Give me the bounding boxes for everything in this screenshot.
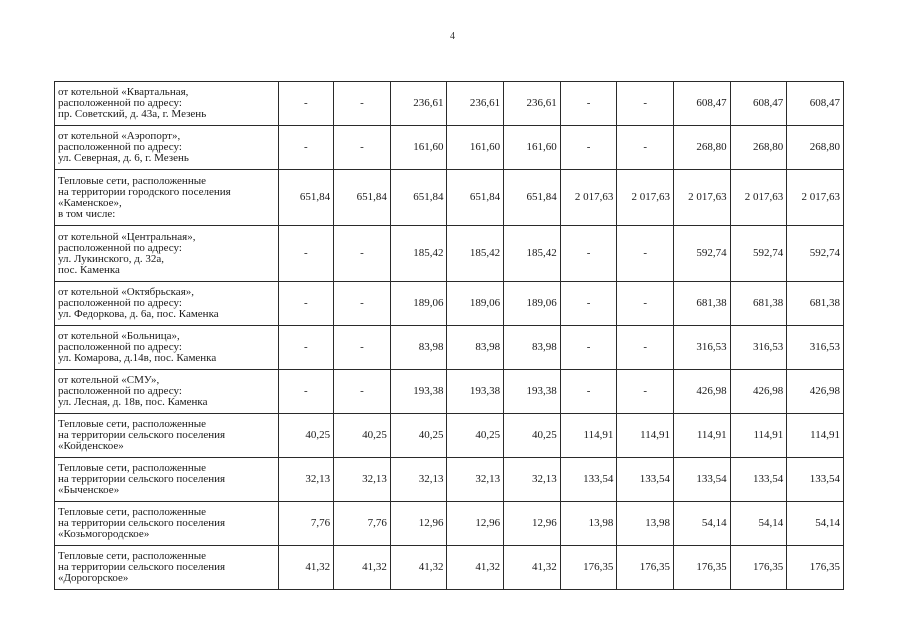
row-label: Тепловые сети, расположенные на территории городского поселения «Каменское», в том числе: [55, 170, 279, 226]
table-cell: 426,98 [674, 370, 731, 414]
table-cell: 32,13 [278, 458, 334, 502]
table-cell: 32,13 [504, 458, 561, 502]
table-cell: - [278, 326, 334, 370]
table-cell: 189,06 [390, 282, 447, 326]
table-cell: - [278, 282, 334, 326]
row-label: Тепловые сети, расположенные на территории сельского поселения «Дорогорское» [55, 546, 279, 590]
table-cell: 41,32 [447, 546, 504, 590]
table-cell: 651,84 [390, 170, 447, 226]
table-cell: 176,35 [674, 546, 731, 590]
table-cell: - [278, 126, 334, 170]
row-label: Тепловые сети, расположенные на территории сельского поселения «Койденское» [55, 414, 279, 458]
table-cell: 2 017,63 [617, 170, 674, 226]
table-row [55, 82, 844, 126]
table-cell: 592,74 [730, 226, 787, 282]
table-cell: 161,60 [390, 126, 447, 170]
table-cell: 176,35 [787, 546, 844, 590]
table-cell: 32,13 [390, 458, 447, 502]
table-row [55, 502, 844, 546]
table-cell: 268,80 [674, 126, 731, 170]
table-row [55, 170, 844, 226]
table-cell: 189,06 [447, 282, 504, 326]
table-cell: 114,91 [787, 414, 844, 458]
table-cell: 185,42 [447, 226, 504, 282]
table-cell: 185,42 [390, 226, 447, 282]
table-cell: - [617, 282, 674, 326]
table-cell: 681,38 [787, 282, 844, 326]
table-cell: 185,42 [504, 226, 561, 282]
table-cell: 2 017,63 [787, 170, 844, 226]
table-row [55, 370, 844, 414]
table-cell: - [617, 126, 674, 170]
table-cell: - [617, 226, 674, 282]
table-cell: 13,98 [617, 502, 674, 546]
table-cell: - [334, 282, 391, 326]
tariff-table [54, 81, 844, 590]
table-cell: 83,98 [504, 326, 561, 370]
table-cell: 13,98 [560, 502, 617, 546]
table-cell: 316,53 [674, 326, 731, 370]
table-cell: - [560, 126, 617, 170]
table-cell: 236,61 [447, 82, 504, 126]
table-cell: 176,35 [617, 546, 674, 590]
table-cell: 592,74 [674, 226, 731, 282]
row-label: от котельной «СМУ», расположенной по адресу: ул. Лесная, д. 18в, пос. Каменка [55, 370, 279, 414]
table-cell: 268,80 [730, 126, 787, 170]
table-cell: 40,25 [447, 414, 504, 458]
table-cell: 40,25 [278, 414, 334, 458]
table-cell: - [278, 82, 334, 126]
table-cell: 316,53 [787, 326, 844, 370]
table-cell: 193,38 [390, 370, 447, 414]
table-cell: 592,74 [787, 226, 844, 282]
table-cell: 681,38 [730, 282, 787, 326]
table-cell: 41,32 [334, 546, 391, 590]
table-cell: 2 017,63 [730, 170, 787, 226]
table-cell: 608,47 [674, 82, 731, 126]
table-row [55, 546, 844, 590]
table-cell: 161,60 [504, 126, 561, 170]
row-label: от котельной «Аэропорт», расположенной по адресу: ул. Северная, д. 6, г. Мезень [55, 126, 279, 170]
table-cell: 426,98 [730, 370, 787, 414]
table-cell: 2 017,63 [560, 170, 617, 226]
table-cell: 40,25 [390, 414, 447, 458]
table-row [55, 282, 844, 326]
table-cell: 32,13 [334, 458, 391, 502]
table-cell: 608,47 [730, 82, 787, 126]
table-cell: - [617, 326, 674, 370]
table-cell: - [278, 370, 334, 414]
table-cell: 426,98 [787, 370, 844, 414]
table-cell: - [560, 326, 617, 370]
table-cell: 193,38 [504, 370, 561, 414]
table-cell: 114,91 [560, 414, 617, 458]
table-cell: 651,84 [447, 170, 504, 226]
table-cell: 236,61 [504, 82, 561, 126]
table-cell: - [334, 370, 391, 414]
table-cell: 681,38 [674, 282, 731, 326]
table-cell: - [617, 82, 674, 126]
table-cell: 12,96 [390, 502, 447, 546]
table-row [55, 414, 844, 458]
table-cell: 54,14 [787, 502, 844, 546]
table-cell: 41,32 [278, 546, 334, 590]
table-cell: 12,96 [504, 502, 561, 546]
table-cell: - [560, 82, 617, 126]
row-label: от котельной «Больница», расположенной по адресу: ул. Комарова, д.14в, пос. Каменка [55, 326, 279, 370]
table-cell: - [334, 126, 391, 170]
row-label: от котельной «Октябрьская», расположенной по адресу: ул. Федоркова, д. 6а, пос. Каменка [55, 282, 279, 326]
table-row [55, 458, 844, 502]
table-cell: 608,47 [787, 82, 844, 126]
table-cell: 40,25 [504, 414, 561, 458]
table-cell: 161,60 [447, 126, 504, 170]
table-cell: 316,53 [730, 326, 787, 370]
table-cell: 54,14 [674, 502, 731, 546]
row-label: Тепловые сети, расположенные на территории сельского поселения «Быченское» [55, 458, 279, 502]
table-cell: 236,61 [390, 82, 447, 126]
table-cell: 193,38 [447, 370, 504, 414]
table-cell: 651,84 [504, 170, 561, 226]
table-cell: 114,91 [730, 414, 787, 458]
table-cell: 54,14 [730, 502, 787, 546]
row-label: от котельной «Квартальная, расположенной по адресу: пр. Советский, д. 43а, г. Мезень [55, 82, 279, 126]
table-cell: - [560, 282, 617, 326]
row-label: Тепловые сети, расположенные на территории сельского поселения «Козьмогородское» [55, 502, 279, 546]
table-cell: 133,54 [787, 458, 844, 502]
table-body [55, 82, 844, 590]
table-cell: 40,25 [334, 414, 391, 458]
table-cell: - [617, 370, 674, 414]
table-cell: 2 017,63 [674, 170, 731, 226]
table-cell: 189,06 [504, 282, 561, 326]
table-cell: 133,54 [730, 458, 787, 502]
table-cell: 651,84 [334, 170, 391, 226]
table-row [55, 326, 844, 370]
table-cell: 176,35 [730, 546, 787, 590]
table-cell: - [334, 326, 391, 370]
table-cell: 651,84 [278, 170, 334, 226]
table-row [55, 126, 844, 170]
table-cell: 41,32 [504, 546, 561, 590]
table-cell: 268,80 [787, 126, 844, 170]
table-cell: - [334, 82, 391, 126]
table-cell: 7,76 [278, 502, 334, 546]
table-cell: 7,76 [334, 502, 391, 546]
table-cell: - [560, 226, 617, 282]
table-cell: - [560, 370, 617, 414]
table-cell: 114,91 [674, 414, 731, 458]
table-row [55, 226, 844, 282]
table-cell: 114,91 [617, 414, 674, 458]
table-cell: - [334, 226, 391, 282]
table-cell: 176,35 [560, 546, 617, 590]
table-cell: 133,54 [560, 458, 617, 502]
page-number: 4 [450, 31, 455, 42]
table-cell: 41,32 [390, 546, 447, 590]
table-cell: 83,98 [390, 326, 447, 370]
table-cell: 32,13 [447, 458, 504, 502]
table-cell: 83,98 [447, 326, 504, 370]
table-cell: - [278, 226, 334, 282]
row-label: от котельной «Центральная», расположенной по адресу: ул. Лукинского, д. 32а, пос. Каменка [55, 226, 279, 282]
table-cell: 133,54 [674, 458, 731, 502]
table-cell: 12,96 [447, 502, 504, 546]
table-cell: 133,54 [617, 458, 674, 502]
